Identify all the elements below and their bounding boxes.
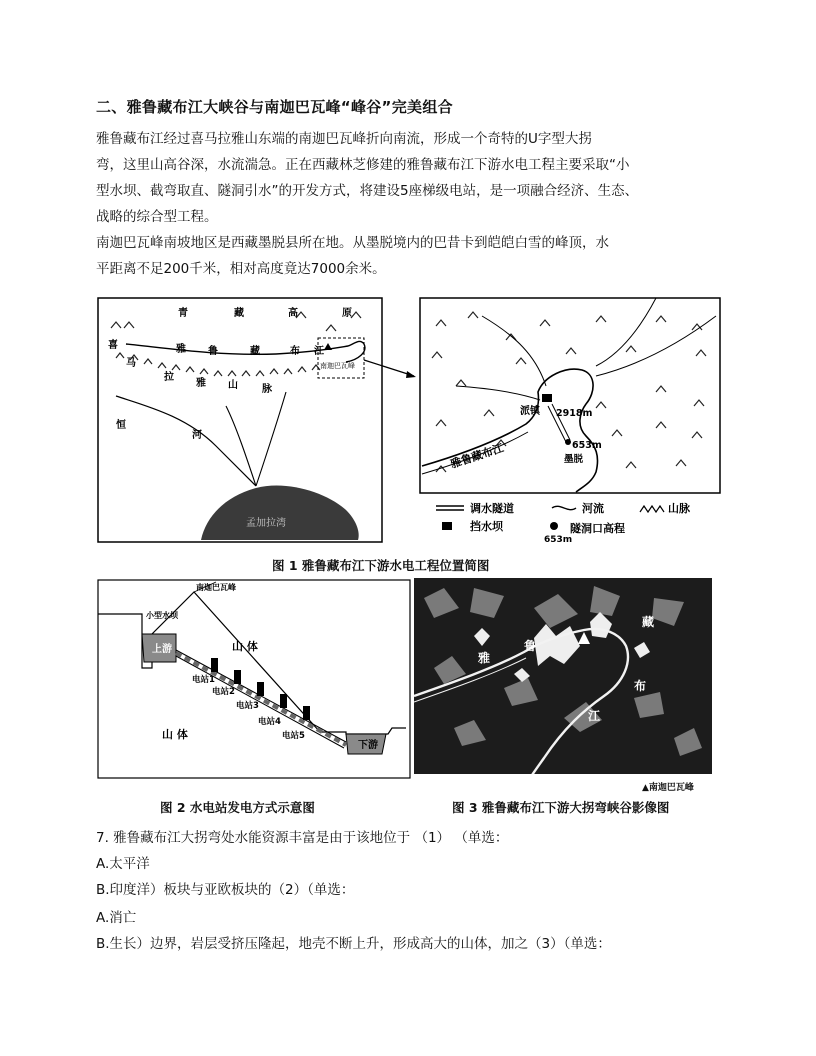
elevation-label-2918: 2918m: [556, 408, 593, 419]
legend-mountain-icon: [640, 506, 664, 512]
satellite-river-char: 雅: [478, 651, 491, 665]
station-label: 电站2: [212, 687, 235, 697]
paragraph-line: 弯，这里山高谷深，水流湍急。正在西藏林芝修建的雅鲁藏布江下游水电工程主要采取“小: [96, 157, 630, 173]
himalaya-char: 雅: [196, 378, 206, 389]
station-label: 电站1: [192, 675, 215, 685]
peak-label: 南迦巴瓦峰: [320, 362, 355, 370]
figure-1-caption: 图 1 雅鲁藏布江下游水电工程位置简图: [272, 558, 490, 573]
legend: [436, 501, 691, 545]
paragraph-line: 平距离不足200千米，相对高度竟达7000余米。: [96, 261, 386, 277]
satellite-river-char: 鲁: [524, 639, 537, 653]
downstream-label: 下游: [358, 740, 378, 751]
himalaya-char: 山: [228, 380, 238, 391]
plateau-char: 藏: [234, 308, 244, 319]
option-a-pacific: A.太平洋: [96, 856, 150, 872]
river-char: 雅: [176, 344, 186, 355]
dam-marker: [542, 394, 552, 402]
figure-2-schematic: [96, 578, 412, 780]
legend-tunnel-label: 调水隧道: [470, 502, 514, 515]
arrow-head-icon: [406, 371, 416, 378]
satellite-river-char: 江: [588, 709, 601, 723]
satellite-river-char: 布: [634, 679, 647, 693]
paragraph-2: [96, 230, 716, 282]
plateau-char: 高: [288, 308, 298, 319]
section-title: 二、雅鲁藏布江大峡谷与南迦巴瓦峰“峰谷”完美组合: [96, 98, 453, 116]
legend-mountain-label: 山脉: [668, 502, 690, 515]
figure-3-caption: 图 3 雅鲁藏布江下游大拐弯峡谷影像图: [452, 800, 670, 815]
upstream-label: 上游: [152, 644, 172, 655]
legend-portal-label: 隧洞口高程: [570, 522, 625, 535]
medog-label: 墨脱: [564, 454, 584, 465]
legend-river-label: 河流: [582, 502, 604, 515]
mountain-label-top: 山 体: [232, 640, 258, 653]
river-char: 江: [314, 346, 324, 357]
station-block: [234, 670, 241, 684]
ganges-char: 恒: [116, 420, 126, 431]
figure-3-satellite-image: [414, 578, 712, 780]
legend-tunnel-icon: [436, 506, 464, 510]
station-label: 电站4: [258, 717, 281, 727]
ganges-char: 河: [192, 430, 202, 441]
legend-dam-label: 挡水坝: [470, 520, 503, 533]
figure-2-caption: 图 2 水电站发电方式示意图: [160, 800, 315, 815]
question-7: 7. 雅鲁藏布江大拐弯处水能资源丰富是由于该地位于 （1） （单选：: [96, 830, 509, 846]
paragraph-line: 型水坝、截弯取直、隧洞引水”的开发方式，将建设5座梯级电站，是一项融合经济、生态、: [96, 183, 639, 199]
station-block: [280, 694, 287, 708]
river-char: 藏: [250, 346, 260, 357]
paragraph-1: [96, 126, 716, 230]
portal-marker: [565, 439, 571, 445]
station-label: 电站5: [282, 731, 305, 741]
figure-1-location-map: [96, 296, 726, 552]
small-dam-label: 小型水坝: [146, 611, 178, 620]
option-b-indian: B.印度洋）板块与亚欧板块的（2）（单选：: [96, 882, 355, 898]
fig2-peak-label: 南迦巴瓦峰: [196, 583, 236, 592]
legend-river-icon: [552, 506, 576, 509]
legend-portal-number: 653m: [544, 535, 573, 545]
paizhen-label: 派镇: [520, 406, 540, 417]
himalaya-char: 拉: [164, 372, 174, 383]
legend-dam-icon: [442, 522, 452, 530]
bay-label: 孟加拉湾: [246, 518, 286, 529]
paragraph-line: 雅鲁藏布江经过喜马拉雅山东端的南迦巴瓦峰折向南流，形成一个奇特的U字型大拐: [96, 131, 592, 147]
plateau-char: 青: [178, 308, 188, 319]
himalaya-char: 喜: [108, 340, 118, 351]
paragraph-line: 战略的综合型工程。: [96, 209, 218, 225]
station-label: 电站3: [236, 701, 259, 711]
option-b-constructive: B.生长）边界，岩层受挤压隆起，地壳不断上升，形成高大的山体，加之（3）（单选：: [96, 936, 611, 952]
station-block: [211, 658, 218, 672]
satellite-river-char: 藏: [642, 615, 655, 629]
plateau-char: 原: [342, 308, 352, 319]
figure-3-peak-legend: ▲南迦巴瓦峰: [642, 783, 694, 793]
option-a-destructive: A.消亡: [96, 910, 137, 926]
right-map-river-label: 雅鲁藏布江: [448, 441, 506, 471]
legend-portal-icon: [550, 522, 558, 530]
himalaya-char: 脉: [262, 384, 272, 395]
elevation-label-653: 653m: [572, 440, 602, 451]
himalaya-char: 马: [126, 358, 136, 369]
river-char: 鲁: [208, 346, 218, 357]
river-char: 布: [290, 346, 300, 357]
station-block: [257, 682, 264, 696]
mountain-label-bottom: 山 体: [162, 728, 188, 741]
paragraph-line: 南迦巴瓦峰南坡地区是西藏墨脱县所在地。从墨脱境内的巴昔卡到皑皑白雪的峰顶，水: [96, 235, 609, 251]
station-block: [303, 706, 310, 720]
